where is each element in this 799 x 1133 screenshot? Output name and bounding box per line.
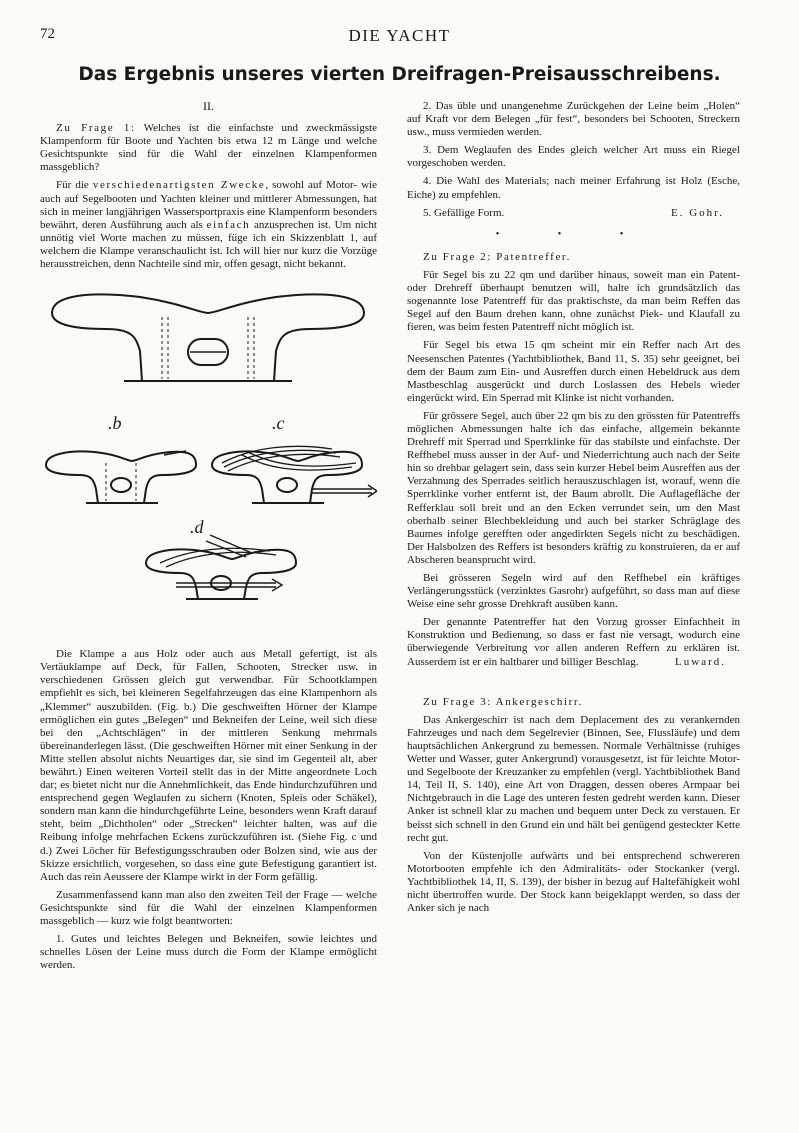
running-head	[40, 26, 759, 46]
spacer	[407, 674, 740, 696]
question-1-text: Welches ist die einfachste und zweckmässigste Klampenform für Boote und Yachten bis etwa 12 m Länge und welche Gesichtspunkte sind für die Wahl der einzelnen Klampenformen massgeblich?	[40, 122, 377, 174]
question-2-heading: Zu Frage 2: Patentreffer.	[423, 250, 571, 263]
question-3-heading: Zu Frage 3: Ankergeschirr.	[423, 695, 583, 708]
cleat-sketch-figure	[40, 283, 377, 636]
point-5-text: 5. Gefällige Form.	[423, 206, 505, 219]
article-title: Das Ergebnis unseres vierten Dreifragen-Preisausschreibens.	[78, 64, 721, 85]
q2-paragraph-2: Für Segel bis etwa 15 qm scheint mir ein Reffer nach Art des Neesenschen Patentes (Yachtbibliothek, Band 11, S. 35) sehr geeignet, bei dem der Baum zum Ein- und Ausreffen durch einen Hebeldruck aus dem Mastbeschlag ausgerückt und durch Loslassen des Hebels wieder eingerückt wird. Ein Sperrad mit Klinke ist nicht vorhanden.	[407, 339, 740, 404]
intro-text-c: anzusprechen ist. Um nicht unnötig viel Worte machen zu müssen, füge ich ein Skizzenblatt 1, auf welchem die Klampe veranschaulicht ist. Ich will hier nur kurz die Vorzüge herausstreichen, denn Nachteile sind mir, offen gesagt, nicht bekannt.	[40, 218, 377, 271]
point-2-paragraph: 2. Das üble und unangenehme Zurückgehen der Leine beim „Holen“ auf Kraft vor dem Belegen „für fest“, besonders bei Schooten, Streckern usw., muss vermieden werden.	[407, 100, 740, 139]
intro-text-b: , sowohl auf Motor- wie auch auf Segelbooten und Yachten kleiner und mittlerer Abmessungen, hat sich in meiner langjährigen Wassersportpraxis eine Klampenform besonders bewährt, deren Ausführung auch als	[40, 179, 377, 231]
cleat-sketch	[40, 283, 377, 636]
section-number: II.	[203, 99, 214, 113]
point-5-paragraph	[407, 207, 740, 220]
q2-paragraph-1: Für Segel bis zu 22 qm und darüber hinaus, soweit man ein Patent- oder Drehreff überhaupt benutzen will, halte ich grundsätzlich das sogenannte lose Patentreff für das praktischste, da man beim Reffen das Segel auf den Baum drehen kann, ohne zunächst Piek- und Klaufall zu fieren, was beim festen Patentreff nicht möglich ist.	[407, 268, 740, 334]
emphasis-einfach: einfach	[206, 218, 251, 231]
q3-paragraph-2: Von der Küstenjolle aufwärts und bei entsprechend schwereren Motorbooten empfehle ich den Admiralitäts- oder Stockanker (vergl. Yachtbibliothek 14, II, S. 139), der bisher in bezug auf Haltefähigkeit wohl nicht übertroffen wurde. Der Stock kann beigeklappt werden, so dass der Anker sich je nach	[407, 849, 740, 915]
point-3-paragraph: 3. Dem Weglaufen des Endes gleich welcher Art muss ein Riegel vorgeschoben werden.	[407, 144, 740, 170]
summary-paragraph: Zusammenfassend kann man also den zweiten Teil der Frage — welche Gesichtspunkte sind für die Wahl der einzelnen Klampenformen massgeblich — kurz wie folgt beantworten:	[40, 888, 377, 927]
q2-paragraph-5	[407, 616, 740, 668]
question-1-paragraph	[40, 122, 377, 174]
q2-paragraph-4: Bei grösseren Segeln wird auf den Reffhebel ein kräftiges Verlängerungsstück (verzinktes Gasrohr) aufgeführt, so dass man auf diese Weise eine sehr grosse Drehkraft ausüben kann.	[407, 572, 740, 611]
journal-title: DIE YACHT	[348, 26, 451, 45]
q3-paragraph-1: Das Ankergeschirr ist nach dem Deplacement des zu verankernden Fahrzeuges und nach dem Segelrevier (Binnen, See, Flussläufe) und dem hauptsächlichen Ankergrund zu bemessen. Normale Verhältnisse (ruhiges Wetter und Wasser, guter Ankergrund) vorausgesetzt, ist für leichte Motor- und Segelboote der Kreuzanker zu empfehlen (vergl. Yachtbibliothek Band 14, Teil II, S. 140), eine Art von Draggen, dessen oberes Armpaar bei Nichtgebrauch in die Lage des unteren festen gedreht werden kann. Dieser Anker ist schnell klar zu machen und bequem unter Deck zu verstauen. Er beisst sich schnell in den Grund ein und hält bei genügend gesteckter Kette recht gut.	[407, 713, 740, 844]
figure-label-d: .d	[190, 517, 204, 538]
emphasis-zwecke: verschiedenartigsten Zwecke	[92, 179, 266, 192]
question-1-label: Zu Frage 1:	[56, 122, 136, 135]
author-signature-luward: Luward.	[675, 655, 726, 668]
figure-label-c: .c	[272, 413, 285, 434]
point-4-paragraph: 4. Die Wahl des Materials; nach meiner Erfahrung ist Holz (Esche, Eiche) zu empfehlen.	[407, 175, 740, 201]
right-column	[407, 100, 740, 920]
point-1-paragraph: 1. Gutes und leichtes Belegen und Bekneifen, sowie leichtes und schnelles Lösen der Leine muss durch die Form der Klampe ermöglicht werden.	[40, 933, 377, 972]
author-signature-gohr: E. Gohr.	[671, 206, 724, 219]
cleat-description-paragraph: Die Klampe a aus Holz oder auch aus Metall gefertigt, ist als Vertäuklampe auf Deck, für Fallen, Schooten, Strecker usw. in verschiedenen Grössen gleich gut verwendbar. Für Schootklampen empfiehlt es sich, bei kleineren Segelfahrzeugen das eine Klampenhorn als „Klemmer“ auszubilden. (Fig. b.) Die geschweiften Hörner der Klampe ermöglichen ein gutes „Belegen“ und Bekneifen der Leine, weil sich diese bei den „Achtschlägen“ in der mittleren Senkung mehrmals übereinanderlegen lässt. (Die geschweiften Hörner mit einer Senkung in der Mitte stellen absolut nichts Neuartiges dar, sie sind im Gegenteil alt, aber bewährt.) Einen weiteren Vorteil stellt das in der Mitte angeordnete Loch dar; es bietet nicht nur die Annehmlichkeit, das Ende hindurchzuführen und entsprechend gegen Weglaufen zu sichern (Knoten, Spleis oder Schäkel), sondern man kann die hindurchgeführte Leine, besonders wenn Kraft darauf steht, beim „Dichtholen“ oder „Strecken“ leichter halten, was auf die Reibung infolge mehrfachen Eckens zurückzuführen ist. (Siehe Fig. c und d.) Zwei Löcher für Befestigungsschrauben oder Bolzen sind, wie aus der Skizze ersichtlich, vorgesehen, so dass eine gute Befestigung garantiert ist. Auch das rein Aeussere der Klampe wirkt in der Form gefällig.	[40, 648, 377, 883]
page-number: 72	[40, 26, 55, 42]
figure-label-b: .b	[108, 413, 122, 434]
cleat-b-drawing	[46, 451, 196, 503]
section-separator: • • •	[495, 228, 652, 240]
cleat-c-drawing	[212, 446, 377, 503]
q2-paragraph-5-text: Der genannte Patentreffer hat den Vorzug grosser Einfachheit in Konstruktion und Bedienung, so dass er fast nie versagt, wodurch eine überwiegende Verbreitung vor allen anderen Reffern zu erklären ist. Ausserdem ist er ein haltbarer und billiger Beschlag.	[407, 616, 740, 668]
intro-paragraph	[40, 179, 377, 271]
cleat-a-drawing	[52, 295, 364, 382]
q2-paragraph-3: Für grössere Segel, auch über 22 qm bis zu den grössten für Patentreffs möglichen Abmessungen halte ich das einfache, allgemein bekannte Drehreff mit Sperrad und Sperrklinke für das stabilste und einfachste. Der Reffhebel muss ausser in der Auf- und Niederrichtung auch nach der Seite hin so drehbar gelagert sein, dass sein kurzer Hebel beim Ausreffen aus der Verzahnung des Sperrades seitlich herauszuschlagen ist, worauf, wenn die Sperrklinke vorher entfernt ist, der Baum abrollt. Die Auflagefläche der Refferklau soll breit und an den Ecken verrundet sein, um den Mast oberhalb seiner Blechbekleidung und auch bei starker Schräglage des Baumes infolge gerefften oder angedirkten Segels nicht zu beschädigen. Der Halsbolzen des Reffers ist besonders kräftig zu konstruieren, da er auf Abscheren beansprucht wird.	[407, 409, 740, 566]
intro-text-a: Für die	[56, 179, 93, 192]
cleat-d-drawing	[146, 535, 296, 599]
left-column	[40, 100, 377, 977]
